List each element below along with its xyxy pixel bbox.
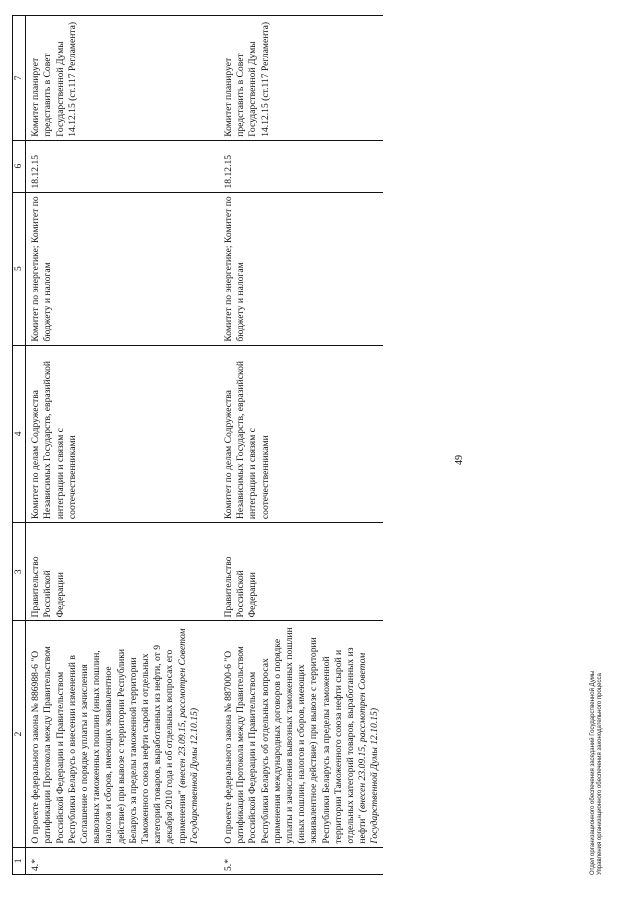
table-row [219, 16, 383, 875]
header-col-7: 7 [13, 16, 26, 141]
lead-committee: Комитет по делам Содружества Независимых Государств, евразийской интеграции и связям с соотечественниками [219, 345, 383, 522]
header-col-4: 4 [13, 345, 26, 522]
agenda-table [12, 15, 383, 875]
header-col-2: 2 [13, 621, 26, 847]
table-header-row [13, 16, 26, 875]
page-number: 49 [454, 455, 465, 465]
header-col-5: 5 [13, 192, 26, 345]
footer-line-2: Управления организационного обеспечения законодательного процесса [597, 673, 604, 875]
remark: Комитет планирует представить в Совет Государственной Думы 14.12.15 (ст.117 Регламента) [26, 16, 219, 141]
initiator: Правительство Российской Федерации [219, 523, 383, 621]
header-col-6: 6 [13, 140, 26, 192]
bill-title: О проекте федерального закона № 887000-6 "О ратификации Протокола между Правительством Российской Федерации и Правительством Республики Беларусь об отдельных вопросах применения международных договоров о порядке уплаты и зачисления вывозных таможенных пошлин (иных пошлин, налогов и сборов, имеющих эквивалентное действие) при вывозе с территории Республики Беларусь за пределы таможенной территории Таможенного союза нефти сырой и отдельных категорий товаров, выработанных из нефти" [223, 627, 369, 844]
deadline-date: 18.12.15 [26, 140, 219, 192]
footer-note [590, 671, 605, 875]
row-number: 5.* [219, 847, 383, 874]
table-row [26, 16, 219, 875]
footer-line-1: Отдел организационного обеспечения заседаний Государственной Думы [590, 670, 596, 875]
co-committees: Комитет по энергетике; Комитет по бюджету и налогам [219, 192, 383, 345]
bill-title-cell [26, 621, 219, 847]
remark: Комитет планирует представить в Совет Государственной Думы 14.12.15 (ст.117 Регламента) [219, 16, 383, 141]
bill-title-cell [219, 621, 383, 847]
lead-committee: Комитет по делам Содружества Независимых Государств, евразийской интеграции и связям с соотечественниками [26, 345, 219, 522]
initiator: Правительство Российской Федерации [26, 523, 219, 621]
bill-note: (внесен 23.09.15, рассмотрен Советом Государственной Думы 12.10.15) [357, 652, 381, 844]
bill-note: (внесен 23.09.15, рассмотрен Советом Государственной Думы 12.10.15) [176, 628, 200, 844]
row-number: 4.* [26, 847, 219, 874]
header-col-3: 3 [13, 523, 26, 621]
header-col-1: 1 [13, 847, 26, 874]
co-committees: Комитет по энергетике; Комитет по бюджету и налогам [26, 192, 219, 345]
deadline-date: 18.12.15 [219, 140, 383, 192]
bill-title: О проекте федерального закона № 886988-6 "О ратификации Протокола между Правительством Российской Федерации и Правительством Республики Беларусь о внесении изменений в Соглашение о порядке уплаты и зачисления вывозных таможенных пошлин (иных пошлин, налогов и сборов, имеющих эквивалентное действие) при вывозе с территории Республики Беларусь за пределы таможенной территории Таможенного союза нефти сырой и отдельных категорий товаров, выработанных из нефти, от 9 декабря 2010 года и об отдельных вопросах его применения" [30, 644, 188, 844]
